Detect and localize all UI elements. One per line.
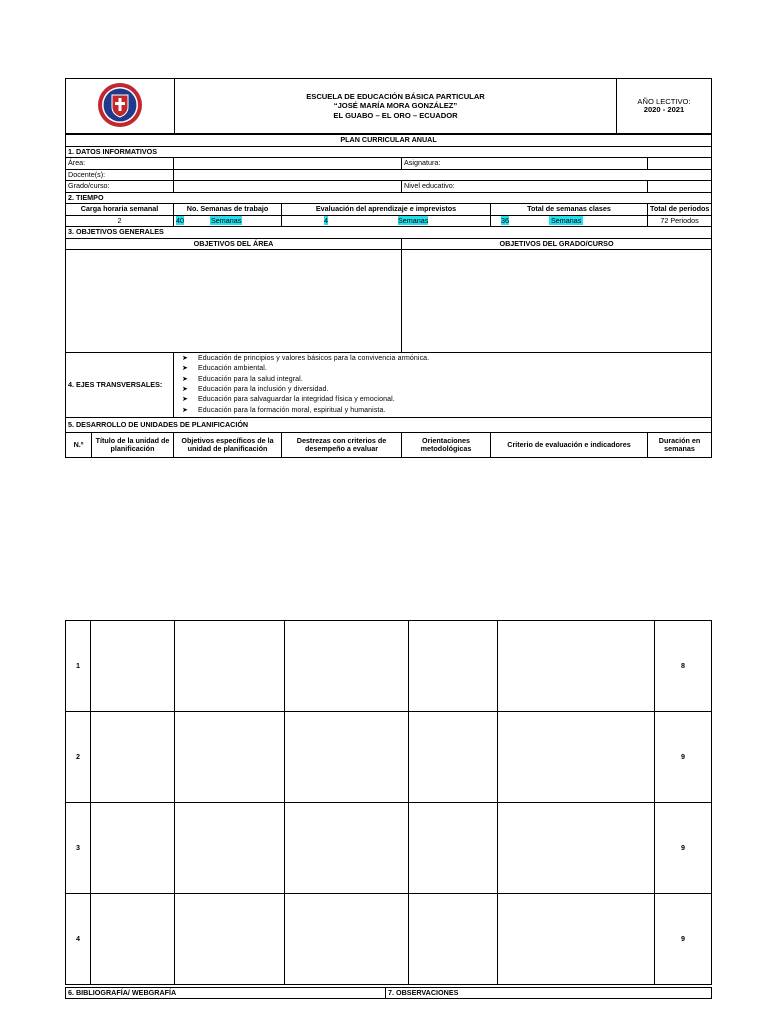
column-header: Duración en semanas xyxy=(648,433,712,458)
total-semanas-cell[interactable] xyxy=(491,215,648,227)
unit-methods-field[interactable] xyxy=(409,712,498,803)
semanas-unit: Semanas xyxy=(211,215,242,225)
tiempo-header: Evaluación del aprendizaje e imprevistos xyxy=(282,204,491,216)
list-item: ➤ Educación para salvaguardar la integridad física y emocional. xyxy=(182,395,709,405)
objetivos-grado-header: OBJETIVOS DEL GRADO/CURSO xyxy=(402,238,712,250)
unit-title-field[interactable] xyxy=(91,621,175,712)
unit-criteria-field[interactable] xyxy=(498,803,655,894)
semanas-unit: Semanas xyxy=(398,215,429,225)
bibliografia-label: 6. BIBLIOGRAFÍA/ WEBGRAFÍA xyxy=(66,988,386,999)
unit-objectives-field[interactable] xyxy=(175,894,285,985)
unit-skills-field[interactable] xyxy=(285,712,409,803)
carga-horaria-value[interactable]: 2 xyxy=(66,215,174,227)
school-logo-icon xyxy=(95,81,145,129)
docente-label: Docente(s): xyxy=(66,169,174,181)
school-name-cell xyxy=(175,79,617,134)
unit-duration[interactable]: 9 xyxy=(655,894,712,985)
unit-title-field[interactable] xyxy=(91,803,175,894)
section-tiempo: 2. TIEMPO xyxy=(66,192,712,204)
tiempo-header: No. Semanas de trabajo xyxy=(174,204,282,216)
tiempo-header: Carga horaria semanal xyxy=(66,204,174,216)
unit-objectives-field[interactable] xyxy=(175,712,285,803)
nivel-field[interactable] xyxy=(648,181,712,193)
unit-number: 1 xyxy=(66,621,91,712)
arrow-bullet-icon: ➤ xyxy=(182,365,188,373)
unit-duration[interactable]: 9 xyxy=(655,803,712,894)
semanas-unit: Semanas xyxy=(551,215,582,225)
unit-methods-field[interactable] xyxy=(409,621,498,712)
school-location: EL GUABO – EL ORO – ECUADOR xyxy=(333,110,458,120)
arrow-bullet-icon: ➤ xyxy=(182,375,188,383)
tiempo-header: Total de semanas clases xyxy=(491,204,648,216)
unit-number: 2 xyxy=(66,712,91,803)
arrow-bullet-icon: ➤ xyxy=(182,396,188,404)
docente-field[interactable] xyxy=(174,169,712,181)
unit-skills-field[interactable] xyxy=(285,803,409,894)
objetivos-area-field[interactable] xyxy=(66,250,402,353)
unit-methods-field[interactable] xyxy=(409,803,498,894)
unit-methods-field[interactable] xyxy=(409,894,498,985)
plan-title: PLAN CURRICULAR ANUAL xyxy=(66,135,712,147)
unit-number: 3 xyxy=(66,803,91,894)
total-semanas-value: 36 xyxy=(501,215,509,225)
tiempo-header: Total de periodos xyxy=(648,204,712,216)
asignatura-label-cell xyxy=(402,158,648,170)
grado-label: Grado/curso: xyxy=(66,181,174,193)
section-desarrollo: 5. DESARROLLO DE UNIDADES DE PLANIFICACIÓN xyxy=(66,418,712,433)
column-header: Destrezas con criterios de desempeño a evaluar xyxy=(282,433,402,458)
column-header: Criterio de evaluación e indicadores xyxy=(491,433,648,458)
arrow-bullet-icon: ➤ xyxy=(182,386,188,393)
evaluacion-cell[interactable] xyxy=(282,215,491,227)
ejes-list-cell xyxy=(174,353,712,418)
semanas-trabajo-cell[interactable] xyxy=(174,215,282,227)
unit-title-field[interactable] xyxy=(91,712,175,803)
list-item: ➤ Educación para la inclusión y diversidad. xyxy=(182,385,709,395)
unit-criteria-field[interactable] xyxy=(498,621,655,712)
column-header: Título de la unidad de planificación xyxy=(92,433,174,458)
arrow-bullet-icon: ➤ xyxy=(182,406,188,414)
unit-criteria-field[interactable] xyxy=(498,712,655,803)
school-name-line-1: ESCUELA DE EDUCACIÓN BÁSICA PARTICULAR xyxy=(306,91,485,101)
asignatura-label: Asignatura: xyxy=(404,158,441,168)
unit-objectives-field[interactable] xyxy=(175,803,285,894)
table-row xyxy=(66,894,712,985)
section-datos: 1. DATOS INFORMATIVOS xyxy=(66,146,712,158)
evaluacion-value: 4 xyxy=(324,215,328,225)
area-label: Área: xyxy=(66,158,174,170)
ejes-label: 4. EJES TRANSVERSALES: xyxy=(66,353,174,418)
observaciones-label: 7. OBSERVACIONES xyxy=(386,988,712,999)
list-item: ➤ Educación para la formación moral, espiritual y humanista. xyxy=(182,406,709,416)
school-logo-cell xyxy=(66,79,175,134)
unit-skills-field[interactable] xyxy=(285,894,409,985)
unit-duration[interactable]: 9 xyxy=(655,712,712,803)
school-name-line-2: “JOSÉ MARÍA MORA GONZÁLEZ” xyxy=(333,101,458,111)
table-row xyxy=(66,712,712,803)
area-field[interactable] xyxy=(174,158,402,170)
column-header: N.º xyxy=(66,433,92,458)
objetivos-area-header: OBJETIVOS DEL ÁREA xyxy=(66,238,402,250)
arrow-bullet-icon: ➤ xyxy=(182,355,188,363)
semanas-trabajo-value: 40 xyxy=(176,215,184,225)
nivel-label: Nivel educativo: xyxy=(402,181,648,193)
unit-criteria-field[interactable] xyxy=(498,894,655,985)
units-table xyxy=(65,620,712,985)
plan-form xyxy=(65,134,712,458)
column-header: Orientaciones metodológicas xyxy=(402,433,491,458)
list-item: ➤ Educación para la salud integral. xyxy=(182,375,709,385)
table-row xyxy=(66,803,712,894)
school-year-value: 2020 - 2021 xyxy=(643,105,685,114)
asignatura-field[interactable] xyxy=(648,158,712,170)
section-objetivos: 3. OBJETIVOS GENERALES xyxy=(66,227,712,239)
table-row xyxy=(66,621,712,712)
list-item: ➤ Educación ambiental. xyxy=(182,364,709,374)
school-year-cell xyxy=(617,79,712,134)
total-periodos-value[interactable]: 72 Periodos xyxy=(648,215,712,227)
ejes-list xyxy=(176,354,709,416)
footer-table xyxy=(65,987,712,999)
unit-number: 4 xyxy=(66,894,91,985)
unit-title-field[interactable] xyxy=(91,894,175,985)
document-header xyxy=(65,78,712,134)
school-year-label: AÑO LECTIVO: xyxy=(637,96,691,106)
list-item: ➤ Educación de principios y valores básicos para la convivencia armónica. xyxy=(182,354,709,364)
unit-duration[interactable]: 8 xyxy=(655,621,712,712)
unit-objectives-field[interactable] xyxy=(175,621,285,712)
unit-skills-field[interactable] xyxy=(285,621,409,712)
grado-field[interactable] xyxy=(174,181,402,193)
objetivos-grado-field[interactable] xyxy=(402,250,712,353)
column-header: Objetivos específicos de la unidad de planificación xyxy=(174,433,282,458)
